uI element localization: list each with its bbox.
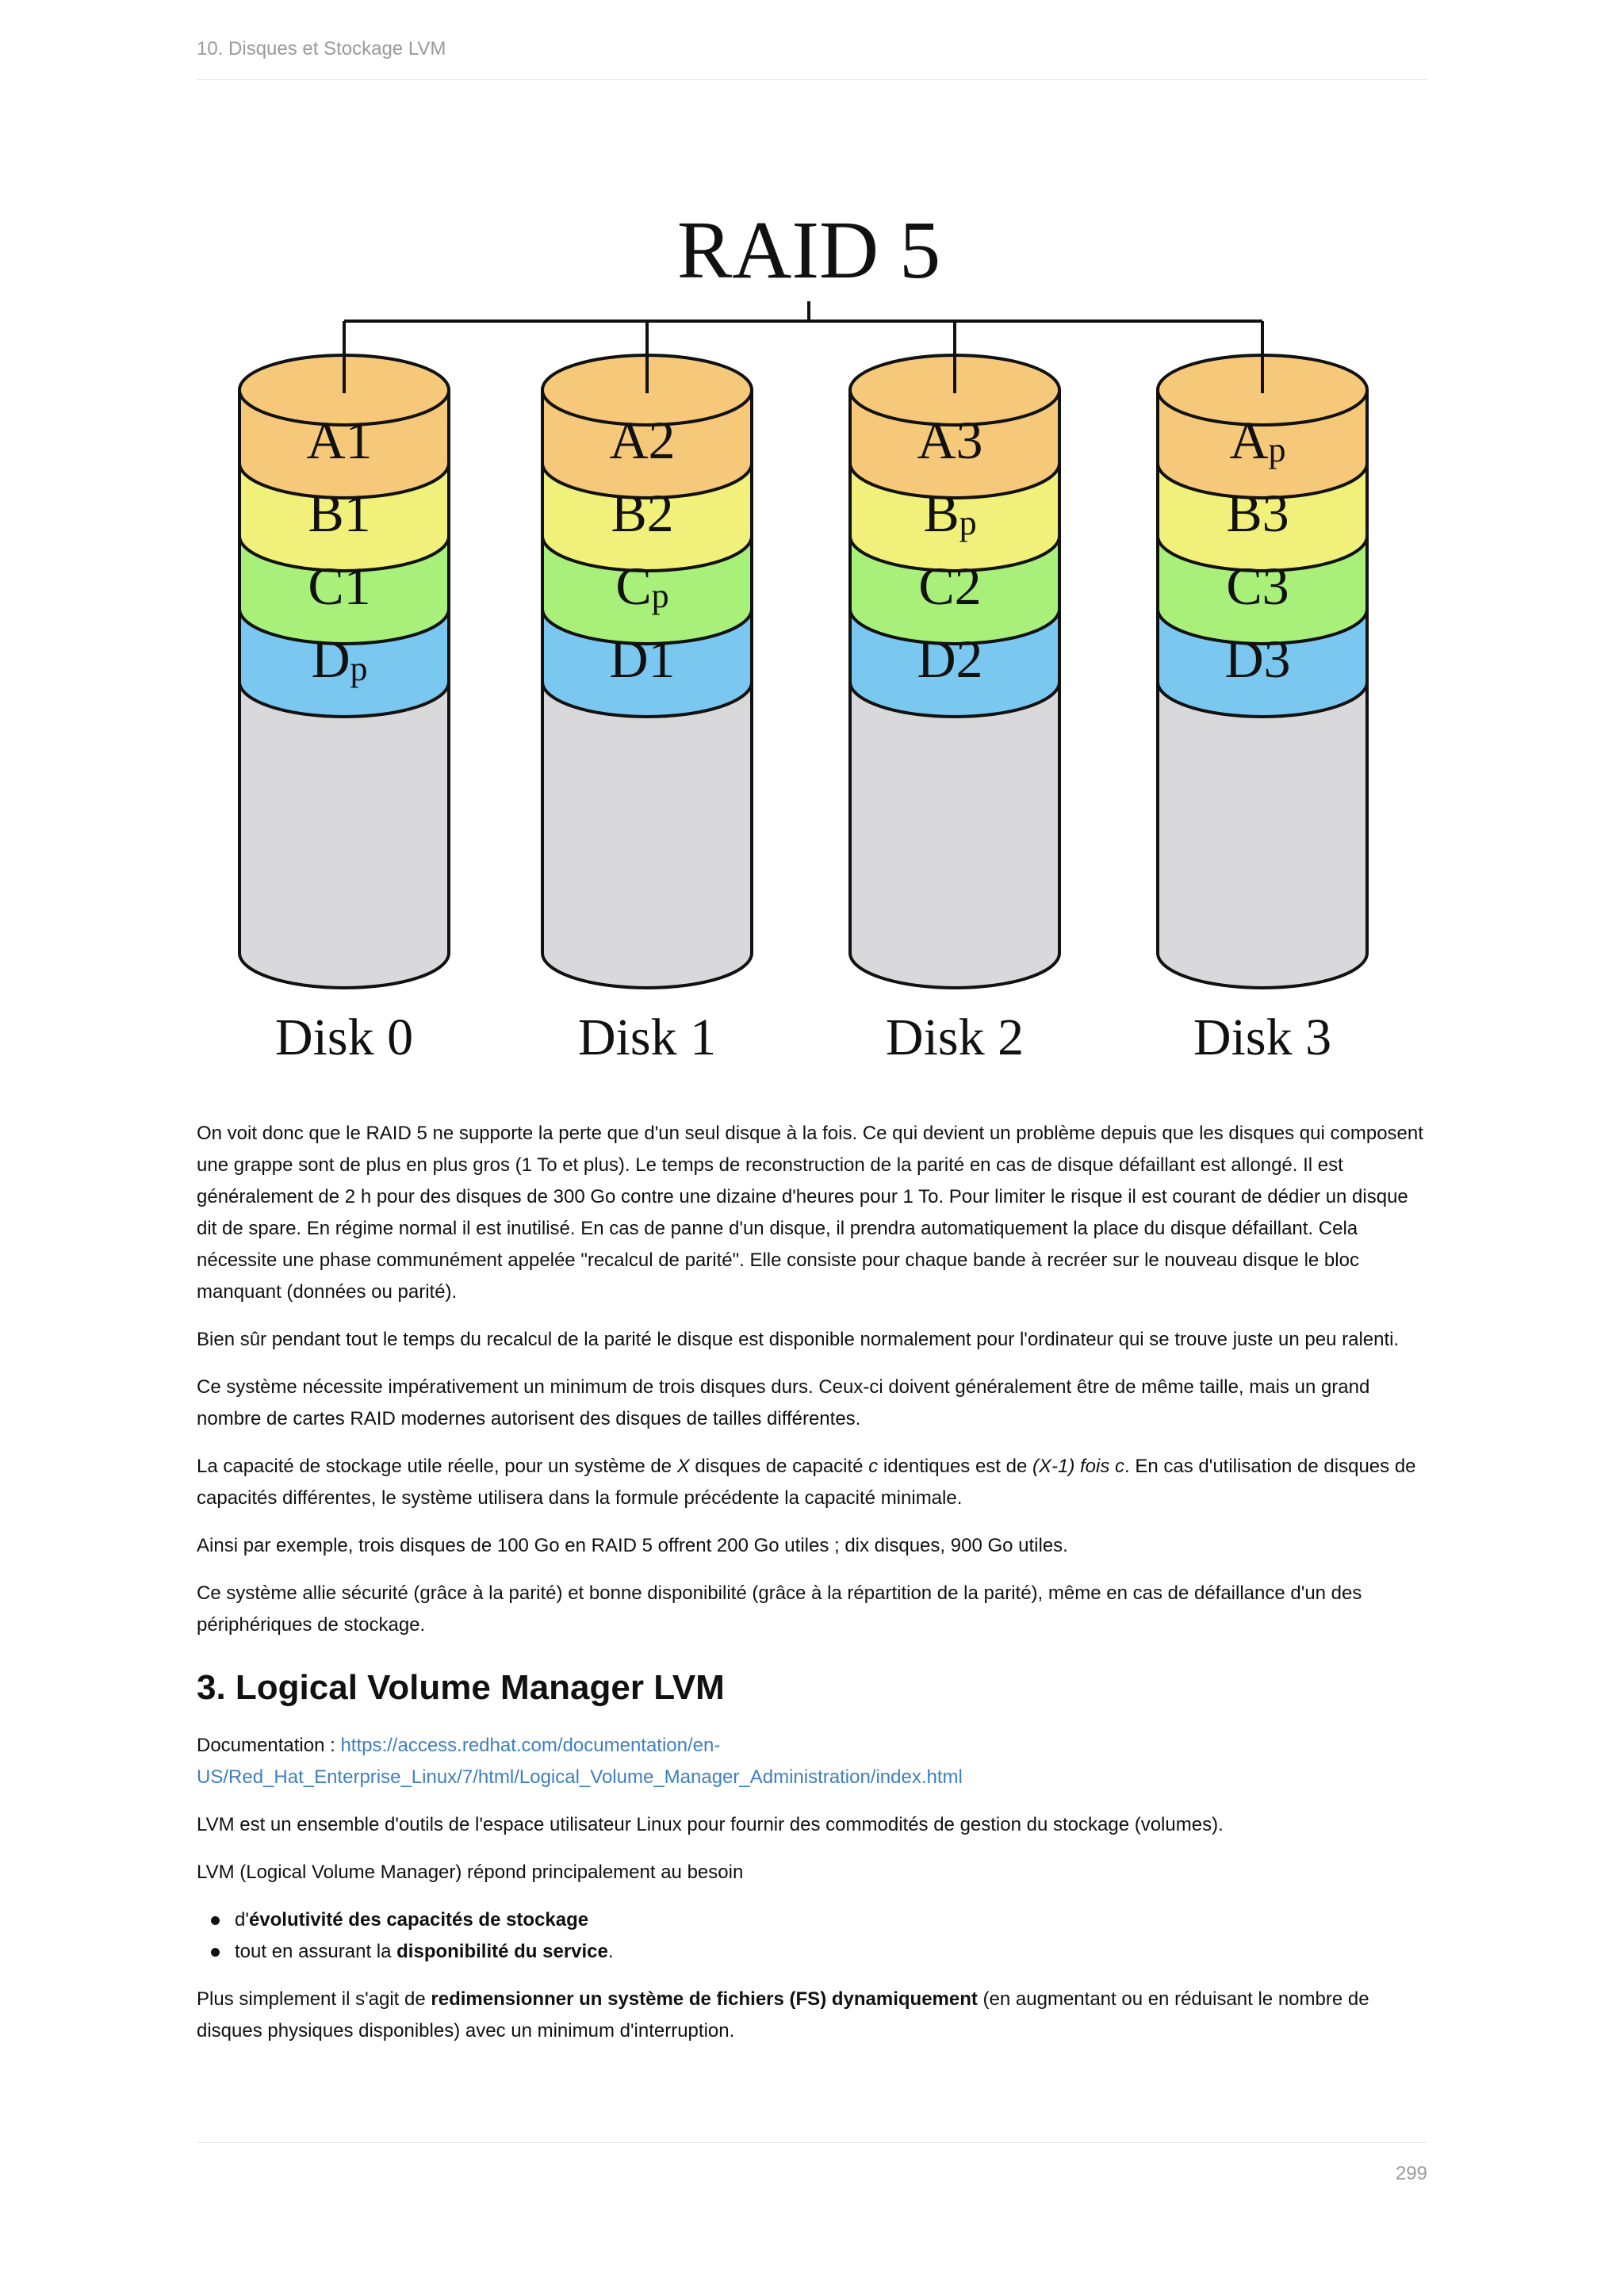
page-number: 299: [1395, 2163, 1427, 2184]
block-label: A3: [917, 410, 983, 470]
block-label: A2: [609, 410, 676, 470]
block-label: Bp: [923, 483, 977, 543]
disk-0: [239, 354, 449, 1066]
body-text: [197, 1118, 1427, 2063]
disk-label: Disk 1: [577, 1008, 717, 1066]
paragraph-recalc-availability: Bien sûr pendant tout le temps du recalcul de la parité le disque est disponible normalement pour l'ordinateur qui se trouve juste un peu ralenti.: [197, 1329, 1400, 1350]
list-item: d'évolutivité des capacités de stockage: [235, 1904, 1427, 1936]
paragraph-documentation: [197, 1730, 1427, 1793]
running-header: 10. Disques et Stockage LVM: [197, 38, 446, 59]
diagram-title: RAID 5: [676, 205, 941, 296]
paragraph-capacity: [197, 1451, 1427, 1514]
capacity-var-c: c: [868, 1456, 879, 1477]
page: [197, 0, 1427, 2296]
paragraph-lvm-definition: LVM est un ensemble d'outils de l'espace utilisateur Linux pour fournir des commodités de gestion du stockage (volumes).: [197, 1814, 1224, 1835]
footer-divider: [197, 2142, 1427, 2143]
capacity-formula: (X-1) fois c: [1032, 1456, 1125, 1477]
disk-empty-space: [239, 682, 449, 988]
capacity-text-2: disques de capacité: [689, 1456, 869, 1477]
list-item: tout en assurant la disponibilité du service.: [235, 1936, 1427, 1968]
block-label: D3: [1224, 629, 1291, 689]
disk-label: Disk 2: [885, 1008, 1025, 1066]
disk-empty-space: [542, 682, 752, 988]
disk-1: [542, 354, 752, 1066]
block-label: B1: [308, 483, 371, 543]
disk-empty-space: [850, 682, 1059, 988]
block-label: D1: [609, 629, 676, 689]
paragraph-resize-fs: Plus simplement il s'agit de redimensionner un système de fichiers (FS) dynamiquement (en augmentant ou en réduisant le nombre de disques physiques disponibles) avec un minimum d'interruption.: [197, 1988, 1369, 2042]
disk-3: [1158, 354, 1367, 1066]
block-label: B3: [1226, 483, 1289, 543]
block-label: B2: [611, 483, 674, 543]
capacity-text-3: identiques est de: [878, 1456, 1033, 1477]
disk-group: [239, 354, 1367, 1066]
raid5-diagram: [197, 159, 1427, 1094]
lvm-needs-list: [197, 1904, 1427, 1968]
documentation-link[interactable]: https://access.redhat.com/documentation/en-US/Red_Hat_Enterprise_Linux/7/html/Logical_Volume_Manager_Administration/index.html: [197, 1735, 963, 1788]
disk-label: Disk 0: [274, 1008, 414, 1066]
capacity-var-x: X: [676, 1456, 690, 1477]
disk-label: Disk 3: [1193, 1008, 1332, 1066]
block-label: Ap: [1229, 410, 1286, 470]
paragraph-security: Ce système allie sécurité (grâce à la parité) et bonne disponibilité (grâce à la répartition de la parité), même en cas de défaillance d'un des périphériques de stockage.: [197, 1582, 1362, 1636]
paragraph-raid5-loss: On voit donc que le RAID 5 ne supporte la perte que d'un seul disque à la fois. Ce qui devient un problème depuis que les disques qui composent une grappe sont de plus en plus gros (1 To et plus). Le temps de reconstruction de la parité en cas de disque défaillant est allongé. Il est généralement de 2 h pour des disques de 300 Go contre une dizaine d'heures pour 1 To. Pour limiter le risque il est courant de dédier un disque dit de spare. En régime normal il est inutilisé. En cas de panne d'un disque, il prendra automatiquement la place du disque défaillant. Cela nécessite une phase communément appelée "recalcul de parité". Elle consiste pour chaque bande à recréer sur le nouveau disque le bloc manquant (données ou parité).: [197, 1123, 1423, 1303]
block-label: C1: [308, 556, 371, 616]
raid5-figure: [197, 159, 1427, 1094]
block-label: C2: [918, 556, 982, 616]
bullet-icon: [211, 1948, 220, 1957]
paragraph-example: Ainsi par exemple, trois disques de 100 Go en RAID 5 offrent 200 Go utiles ; dix disques, 900 Go utiles.: [197, 1535, 1068, 1556]
block-label: Dp: [311, 629, 368, 689]
section-heading-lvm: 3. Logical Volume Manager LVM: [197, 1668, 725, 1707]
paragraph-lvm-needs: LVM (Logical Volume Manager) répond principalement au besoin: [197, 1862, 744, 1883]
block-label: Cp: [615, 556, 669, 616]
block-label: C3: [1226, 556, 1289, 616]
capacity-text-4: . En cas d'utilisation de disques de capacités différentes, le système utilisera dans la formule précédente la capacité minimale.: [197, 1456, 1416, 1509]
documentation-label: Documentation :: [197, 1735, 341, 1756]
capacity-text-1: La capacité de stockage utile réelle, pour un système de: [197, 1456, 677, 1477]
block-label: A1: [306, 410, 373, 470]
header-divider: [197, 79, 1427, 80]
bullet-icon: [211, 1916, 220, 1925]
paragraph-minimum-disks: Ce système nécessite impérativement un minimum de trois disques durs. Ceux-ci doivent généralement être de même taille, mais un grand nombre de cartes RAID modernes autorisent des disques de tailles différentes.: [197, 1376, 1370, 1429]
disk-empty-space: [1158, 682, 1367, 988]
connector-lines: [344, 301, 1262, 393]
block-label: D2: [917, 629, 983, 689]
disk-2: [850, 354, 1059, 1066]
